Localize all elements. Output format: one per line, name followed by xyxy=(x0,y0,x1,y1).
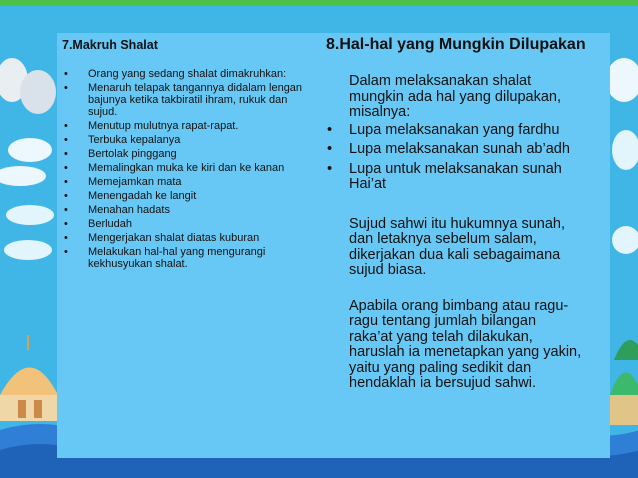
makruh-shalat-title: 7.Makruh Shalat xyxy=(62,38,158,52)
intro-paragraph: Dalam melaksanakan shalat mungkin ada hal yang dilupakan, misalnya: xyxy=(349,73,562,120)
list-item: • Memalingkan muka ke kiri dan ke kanan xyxy=(62,162,314,174)
list-item: • Memejamkan mata xyxy=(62,176,314,188)
list-item: • Menutup mulutnya rapat-rapat. xyxy=(62,120,314,132)
list-item: • Menaruh telapak tangannya didalam lengan bajunya ketika takbiratil ihram, rukuk dan sujud. xyxy=(62,82,314,118)
list-item: • Menengadah ke langit xyxy=(62,190,314,202)
list-item: • Bertolak pinggang xyxy=(62,148,314,160)
list-item: • Lupa melaksanakan sunah ab’adh xyxy=(326,142,610,158)
list-item: • Lupa melaksanakan yang fardhu xyxy=(326,123,610,139)
sujud-sahwi-paragraph: Sujud sahwi itu hukumnya sunah, dan letaknya sebelum salam, dikerjakan dua kali sebagaimana sujud biasa. xyxy=(349,215,566,278)
left-balloons-illustration xyxy=(0,58,56,260)
ragu-paragraph: Apabila orang bimbang atau ragu- ragu tentang jumlah bilangan raka’at yang telah dilakukan, haruslah ia menetapkan yang yakin, yaitu yang paling sedikit dan hendaklah ia bersujud sahwi. xyxy=(349,297,582,391)
makruh-list xyxy=(62,68,314,270)
right-mosque-domes xyxy=(610,340,638,425)
list-item: • Menahan hadats xyxy=(62,204,314,216)
hal-dilupakan-title: 8.Hal-hal yang Mungkin Dilupakan xyxy=(326,36,586,53)
makruh-shalat-section xyxy=(62,38,314,272)
lupa-list xyxy=(326,123,610,193)
left-mosque-dome xyxy=(0,335,58,421)
list-item: • Berludah xyxy=(62,218,314,230)
list-item: • Mengerjakan shalat diatas kuburan xyxy=(62,232,314,244)
list-item: • Lupa untuk melaksanakan sunah Hai’at xyxy=(326,162,610,193)
right-balloons-illustration xyxy=(606,58,638,254)
list-item: • Terbuka kepalanya xyxy=(62,134,314,146)
list-item: • Melakukan hal-hal yang mengurangi kekhusyukan shalat. xyxy=(62,246,314,270)
hal-dilupakan-section xyxy=(326,36,610,392)
list-item: • Orang yang sedang shalat dimakruhkan: xyxy=(62,68,314,80)
